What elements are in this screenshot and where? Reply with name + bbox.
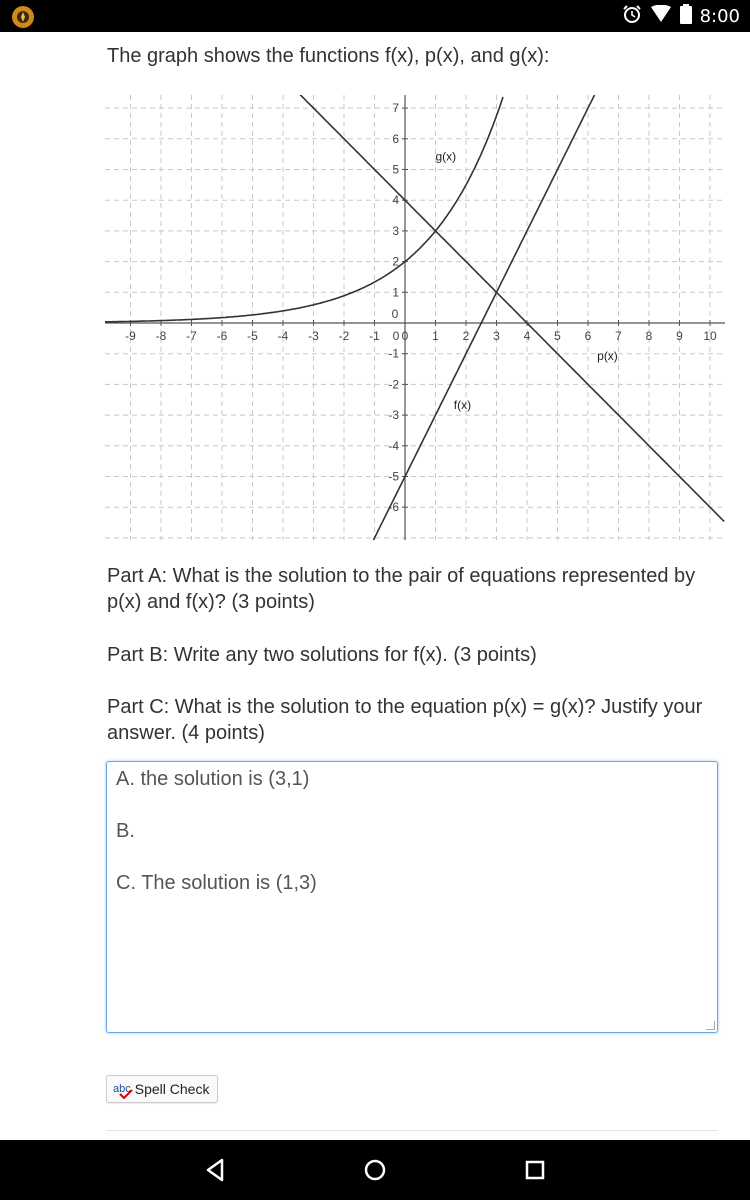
x-tick-label: -1 — [369, 329, 380, 343]
x-tick-label: -8 — [155, 329, 167, 343]
series-px-line — [299, 95, 725, 521]
resize-grip[interactable] — [706, 1021, 715, 1030]
home-icon[interactable] — [361, 1156, 389, 1184]
spell-check-label: Spell Check — [134, 1081, 210, 1097]
answer-line-c: C. The solution is (1,3) — [116, 872, 317, 894]
answer-line-a: A. the solution is (3,1) — [116, 768, 310, 790]
x-tick-label: -4 — [277, 329, 289, 343]
y-zero-label: 0 — [391, 307, 399, 321]
answer-line-b: B. — [116, 820, 135, 842]
spell-check-button[interactable] — [106, 1075, 218, 1103]
question-part-b: Part B: Write any two solutions for f(x). (3 points) — [107, 644, 537, 666]
series-fx-line — [373, 95, 594, 540]
y-tick-label: -6 — [388, 500, 399, 515]
y-tick-label: 4 — [392, 193, 399, 208]
battery-icon — [680, 4, 692, 29]
x-tick-label: -2 — [338, 329, 350, 343]
y-tick-label: 5 — [392, 162, 399, 177]
x-tick-label: 5 — [554, 329, 561, 343]
series-px-label: p(x) — [597, 348, 618, 363]
y-tick-label: -4 — [388, 438, 399, 453]
app-icon — [12, 6, 34, 28]
question-part-a: Part A: What is the solution to the pair of equations represented by p(x) and f(x)? (3 points) — [107, 565, 696, 613]
answer-textarea[interactable] — [106, 761, 718, 1033]
spell-check-icon: abc — [113, 1083, 131, 1095]
origin-label: 0 — [392, 329, 400, 343]
y-tick-label: -5 — [388, 469, 399, 484]
x-tick-label: 2 — [462, 329, 470, 343]
series-gx-line — [105, 97, 503, 322]
navigation-bar — [0, 1140, 750, 1200]
x-tick-label: 6 — [584, 329, 592, 343]
y-tick-label: -2 — [388, 377, 399, 392]
question-part-c: Part C: What is the solution to the equation p(x) = g(x)? Justify your answer. (4 points) — [107, 696, 703, 744]
y-tick-label: 7 — [392, 101, 399, 116]
x-tick-label: 3 — [493, 329, 500, 343]
x-tick-label: 4 — [523, 329, 531, 343]
divider — [106, 1130, 718, 1131]
x-tick-label: 7 — [615, 329, 622, 343]
y-tick-label: 2 — [392, 254, 399, 269]
y-tick-label: 1 — [392, 285, 399, 300]
wifi-icon — [650, 5, 672, 28]
x-tick-label: -5 — [247, 329, 258, 343]
x-tick-label: 8 — [645, 329, 653, 343]
status-bar — [0, 0, 750, 32]
x-tick-label: -6 — [216, 329, 228, 343]
x-tick-label: -3 — [308, 329, 319, 343]
y-tick-label: 6 — [392, 131, 399, 146]
series-fx-label: f(x) — [453, 397, 472, 412]
y-tick-label: -1 — [388, 346, 399, 361]
recents-icon[interactable] — [521, 1156, 549, 1184]
x-tick-label: 0 — [401, 329, 409, 343]
x-tick-label: -9 — [125, 329, 136, 343]
status-time: 8:00 — [699, 5, 740, 27]
question-intro: The graph shows the functions f(x), p(x), and g(x): — [107, 45, 550, 67]
y-tick-label: -3 — [388, 408, 399, 423]
back-icon[interactable] — [202, 1156, 230, 1184]
x-tick-label: 10 — [703, 329, 717, 343]
x-tick-label: 1 — [432, 329, 439, 343]
series-gx-label: g(x) — [435, 149, 457, 164]
x-tick-label: -7 — [186, 329, 197, 343]
function-graph — [105, 95, 725, 540]
x-tick-label: 9 — [676, 329, 683, 343]
y-tick-label: 3 — [392, 223, 399, 238]
alarm-icon — [622, 4, 642, 29]
